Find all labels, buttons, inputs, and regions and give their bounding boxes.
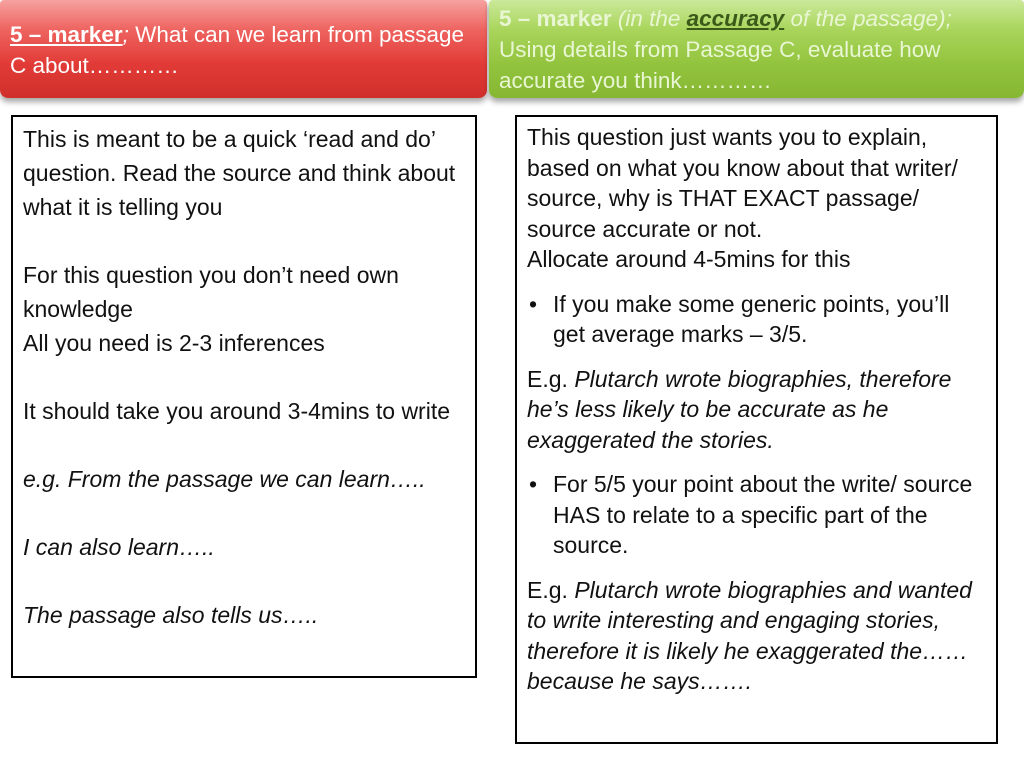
paren-open: (in the (611, 6, 687, 31)
marker-separator: ; (122, 22, 129, 47)
example-2 (527, 575, 986, 697)
example-line-2: I can also learn….. (23, 534, 215, 560)
left-guidance-box (11, 115, 477, 678)
intro-text: This question just wants you to explain, based on what you know about that writer/ source, why is THAT EXACT passage/ source accurate or not. (527, 124, 958, 242)
bullet-list-1 (527, 289, 986, 350)
eg-text: Plutarch wrote biographies and wanted to write interesting and engaging stories, therefore it is likely he exaggerated the……because he says……. (527, 576, 972, 694)
header-left-banner (0, 0, 487, 98)
example-line-1: e.g. From the passage we can learn….. (23, 466, 426, 492)
example-1 (527, 364, 986, 456)
header-left-text: What can we learn from passage C about………… (10, 22, 465, 78)
para-inferences: All you need is 2-3 inferences (23, 330, 325, 356)
bullet-item-specific: • For 5/5 your point about the write/ source HAS to relate to a specific part of the source. (529, 471, 973, 558)
marker-label: 5 – marker (499, 6, 612, 31)
bullet-list-2 (527, 469, 986, 561)
bullet-dot-icon: • (529, 471, 538, 497)
time-allocation: Allocate around 4-5mins for this (527, 246, 851, 272)
marker-label: 5 – marker (10, 22, 123, 47)
accuracy-word: accuracy (686, 6, 785, 31)
bullet-dot-icon: • (529, 290, 538, 317)
para-no-knowledge: For this question you don’t need own knowledge (23, 262, 399, 322)
para-quick-read: This is meant to be a quick ‘read and do’ question. Read the source and think about what it is telling you (23, 126, 456, 220)
para-timing: It should take you around 3-4mins to write (23, 398, 451, 424)
eg-label: E.g. (527, 365, 575, 392)
right-guidance-box (515, 115, 998, 744)
header-right-banner (489, 0, 1024, 98)
paren-close: of the passage); (784, 6, 952, 31)
header-right-text: Using details from Passage C, evaluate how accurate you think………… (499, 37, 941, 93)
eg-text: Plutarch wrote biographies, therefore he’s less likely to be accurate as he exaggerated the stories. (527, 365, 952, 453)
eg-label: E.g. (527, 576, 575, 603)
example-line-3: The passage also tells us….. (23, 602, 319, 628)
bullet-item-generic: • If you make some generic points, you’ll get average marks – 3/5. (529, 290, 950, 347)
